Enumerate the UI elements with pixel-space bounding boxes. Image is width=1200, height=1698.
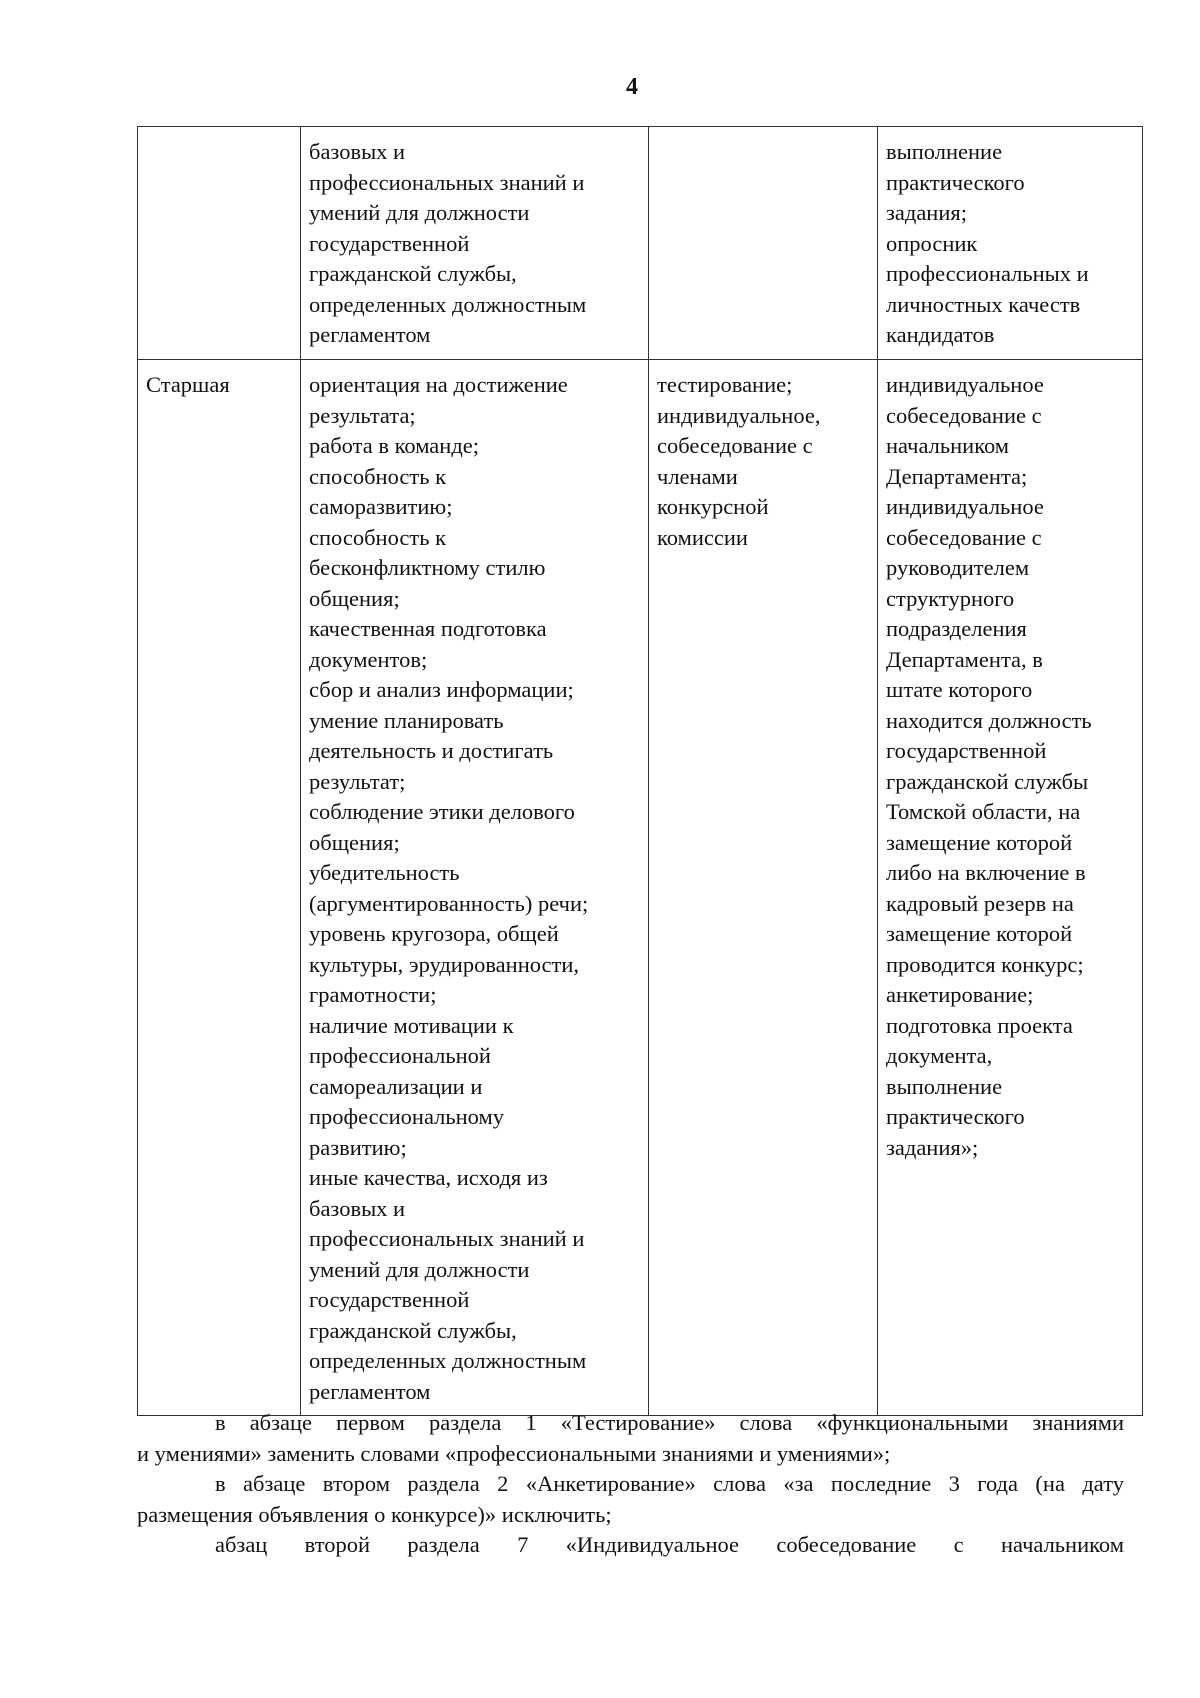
cell-line: замещение которой (886, 921, 1073, 946)
cell-line: ориентация на достижение (309, 372, 568, 397)
cell-line: опросник (886, 230, 978, 256)
methods-cell (649, 127, 878, 360)
cell-line: штате которого (886, 677, 1033, 702)
paragraph-amendment-2 (137, 1469, 1124, 1530)
paragraph-amendment-1 (137, 1408, 1124, 1469)
cell-line: развитию; (309, 1134, 407, 1160)
cell-line: собеседование с (886, 402, 1042, 428)
cell-line: самореализации и (309, 1073, 483, 1099)
cell-line: кандидатов (886, 322, 995, 347)
paragraph-line: размещения объявления о конкурсе)» исключить; (137, 1501, 612, 1527)
cell-line: Департамента; (886, 463, 1028, 489)
level-label: Старшая (146, 372, 230, 397)
cell-line: индивидуальное, (657, 402, 821, 428)
cell-line: профессиональных и (886, 261, 1089, 286)
cell-line: гражданской службы (886, 768, 1089, 794)
cell-line: Департамента, в (886, 646, 1043, 672)
cell-line: сбор и анализ информации; (309, 677, 574, 702)
cell-line: структурного (886, 585, 1015, 611)
cell-line: индивидуальное (886, 494, 1044, 519)
cell-line: либо на включение в (886, 860, 1086, 885)
cell-line: убедительность (309, 860, 460, 885)
cell-line: способность к (309, 524, 447, 550)
cell-line: документов; (309, 646, 428, 672)
cell-line: базовых и (309, 1195, 406, 1221)
cell-line: руководителем (886, 555, 1030, 580)
cell-line: умений для должности (309, 1256, 530, 1282)
cell-line: культуры, эрудированности, (309, 951, 580, 977)
table-row (138, 360, 1143, 1416)
cell-line: результата; (309, 402, 416, 428)
cell-line: индивидуальное (886, 372, 1044, 397)
cell-line: определенных должностным (309, 291, 587, 317)
cell-line: проводится конкурс; (886, 951, 1084, 977)
paragraph-line: в абзаце первом раздела 1 «Тестирование» слова «функциональными знаниями (215, 1410, 1124, 1435)
cell-line: государственной (309, 1287, 470, 1312)
paragraph-line: и умениями» заменить словами «профессиональными знаниями и умениями»; (137, 1440, 891, 1466)
cell-line: умение планировать (309, 707, 504, 733)
cell-line: начальником (886, 433, 1010, 458)
cell-line: собеседование с (886, 524, 1042, 550)
cell-line: качественная подготовка (309, 616, 547, 641)
cell-line: умений для должности (309, 200, 530, 225)
cell-line: документа, (886, 1043, 993, 1068)
cell-line: выполнение (886, 139, 1003, 164)
cell-line: собеседование с (657, 433, 813, 458)
cell-line: выполнение (886, 1073, 1003, 1099)
page-number: 4 (626, 74, 638, 100)
cell-line: профессиональных знаний и (309, 1226, 585, 1251)
paragraph-amendment-3 (137, 1530, 1124, 1561)
cell-line: регламентом (309, 1378, 431, 1404)
cell-line: профессиональной (309, 1043, 491, 1068)
methods-cell (878, 127, 1143, 360)
level-cell (138, 360, 301, 1416)
cell-line: иные качества, исходя из (309, 1165, 548, 1190)
cell-line: практического (886, 169, 1025, 195)
cell-line: (аргументированность) речи; (309, 890, 589, 916)
cell-line: базовых и (309, 139, 406, 164)
cell-line: кадровый резерв на (886, 890, 1074, 916)
cell-line: общения; (309, 829, 400, 855)
cell-line: задания; (886, 200, 967, 225)
cell-line: государственной (886, 738, 1047, 763)
methods-cell (649, 360, 878, 1416)
cell-line: регламентом (309, 322, 431, 347)
methods-cell (878, 360, 1143, 1416)
cell-line: находится должность (886, 707, 1092, 733)
paragraph-line: абзац второй раздела 7 «Индивидуальное собеседование с начальником (215, 1532, 1124, 1557)
cell-line: результат; (309, 768, 406, 794)
cell-line: грамотности; (309, 982, 437, 1007)
cell-line: профессиональному (309, 1104, 504, 1129)
cell-line: бесконфликтному стилю (309, 555, 546, 580)
cell-line: общения; (309, 585, 400, 611)
qualities-cell (301, 127, 649, 360)
cell-line: деятельность и достигать (309, 738, 554, 763)
cell-line: уровень кругозора, общей (309, 921, 559, 946)
level-cell (138, 127, 301, 360)
cell-line: способность к (309, 463, 447, 489)
cell-line: профессиональных знаний и (309, 169, 585, 195)
cell-line: анкетирование; (886, 982, 1034, 1007)
cell-line: личностных качеств (886, 291, 1081, 317)
cell-line: Томской области, на (886, 799, 1081, 824)
cell-line: конкурсной (657, 494, 769, 519)
cell-line: работа в команде; (309, 433, 480, 458)
cell-line: замещение которой (886, 829, 1073, 855)
paragraph-line: в абзаце втором раздела 2 «Анкетирование» слова «за последние 3 года (на дату (215, 1471, 1124, 1496)
cell-line: подразделения (886, 616, 1027, 641)
cell-line: государственной (309, 230, 470, 256)
criteria-table (137, 126, 1143, 1416)
table-row (138, 127, 1143, 360)
cell-line: наличие мотивации к (309, 1012, 514, 1038)
cell-line: подготовка проекта (886, 1012, 1073, 1038)
cell-line: соблюдение этики делового (309, 799, 575, 824)
cell-line: гражданской службы, (309, 1317, 517, 1343)
cell-line: задания»; (886, 1134, 979, 1160)
cell-line: комиссии (657, 524, 748, 550)
cell-line: членами (657, 463, 738, 489)
qualities-cell (301, 360, 649, 1416)
cell-line: определенных должностным (309, 1348, 587, 1373)
cell-line: саморазвитию; (309, 494, 453, 519)
cell-line: гражданской службы, (309, 261, 517, 286)
cell-line: практического (886, 1104, 1025, 1129)
cell-line: тестирование; (657, 372, 793, 397)
